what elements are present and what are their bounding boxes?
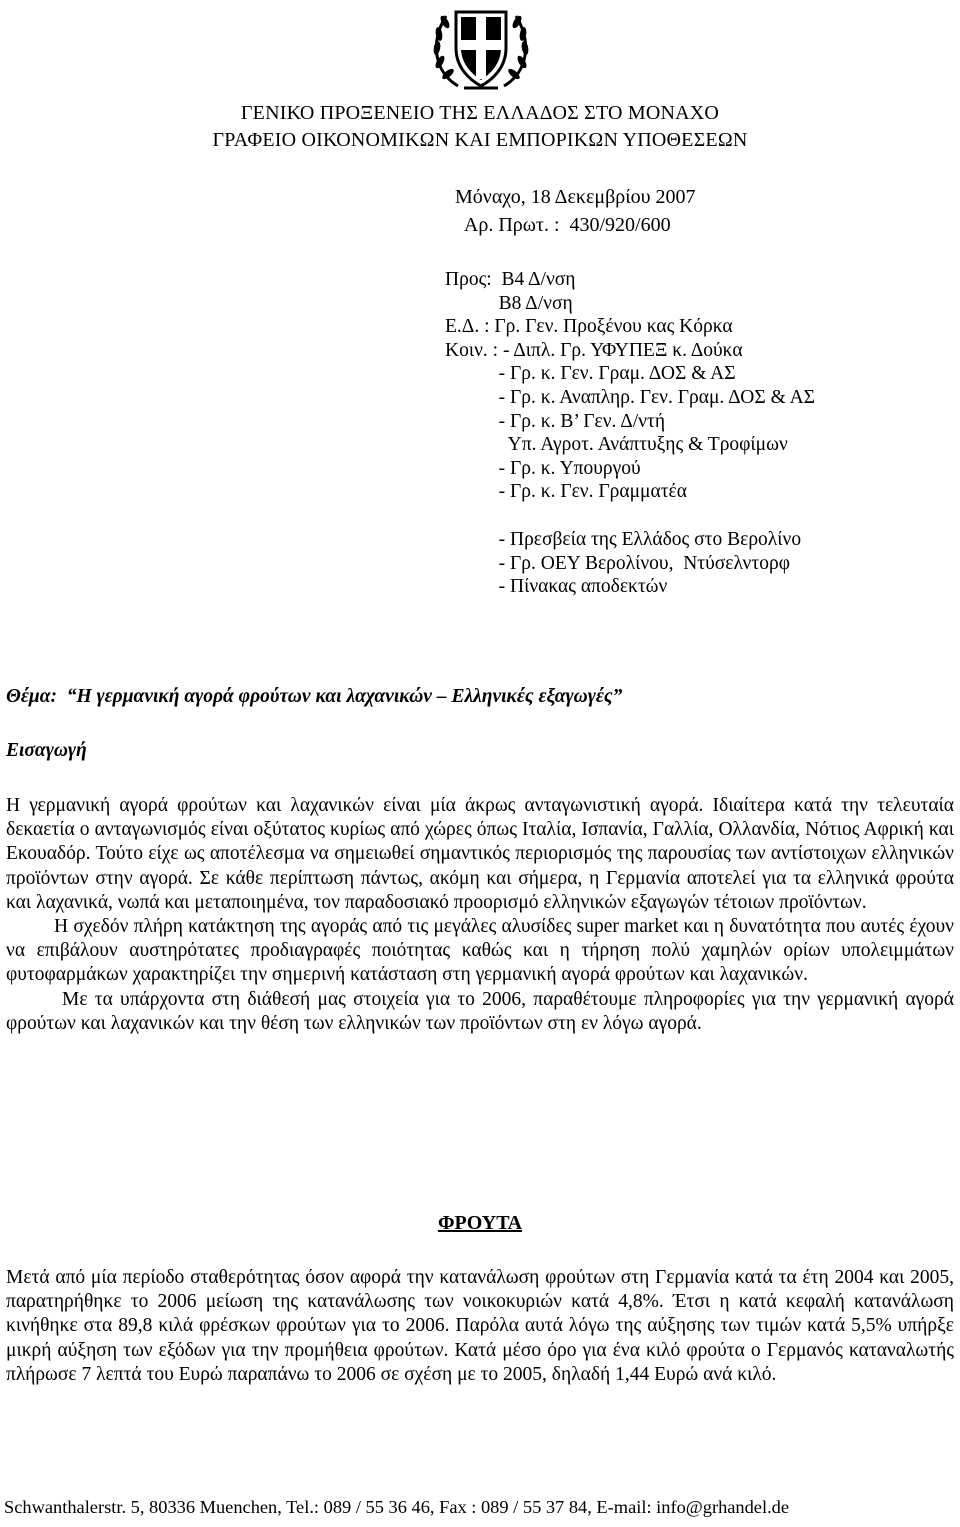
protocol-line: Αρ. Πρωτ. : 430/920/600 — [455, 214, 671, 236]
recipient-line: - Γρ. ΟΕΥ Βερολίνου, Ντύσελντορφ — [445, 552, 790, 574]
body-paragraph: Με τα υπάρχοντα στη διάθεσή μας στοιχεία για το 2006, παραθέτουμε πληροφορίες για την γερμανική αγορά φρούτων και λαχανικών και την θέση των ελληνικών των προϊόντων στη εν λόγω αγορά. — [6, 988, 954, 1034]
footer-address: Schwanthalerstr. 5, 80336 Muenchen, Tel.: 089 / 55 36 46, Fax : 089 / 55 37 84, E-mail: info@grhandel.de — [4, 1497, 790, 1517]
header-line-1: ΓΕΝΙΚΟ ΠΡΟΞΕΝΕΙΟ ΤΗΣ ΕΛΛΑΔΟΣ ΣΤΟ ΜΟΝΑΧΟ — [240, 102, 720, 124]
recipient-line: - Γρ. κ. Υπουργού — [445, 457, 641, 479]
recipients-block — [445, 268, 960, 599]
recipient-line: Β8 Δ/νση — [445, 292, 573, 314]
date-line: Μόναχο, 18 Δεκεμβρίου 2007 — [455, 186, 696, 208]
recipient-line: Ε.Δ. : Γρ. Γεν. Προξένου κας Κόρκα — [445, 316, 733, 338]
recipient-line: - Πρεσβεία της Ελλάδος στο Βερολίνο — [445, 528, 802, 550]
header-line-2: ΓΡΑΦΕΙΟ ΟΙΚΟΝΟΜΙΚΩΝ ΚΑΙ ΕΜΠΟΡΙΚΩΝ ΥΠΟΘΕΣΕΩΝ — [212, 129, 748, 151]
body-paragraph: Μετά από μία περίοδο σταθερότητας όσον αφορά την κατανάλωση φρούτων στη Γερμανία κατά τα έτη 2004 και 2005, παρατηρήθηκε το 2006 μείωση της κατανάλωσης των νοικοκυριών κατά 4,8%. Έτσι η κατά κεφαλή κατανάλωση κινήθηκε στα 89,8 κιλά φρέσκων φρούτων για το 2006. Παρόλα αυτά λόγω της αύξησης των τιμών κατά 5,5% υπήρξε μικρή αύξηση των εξόδων για την προμήθεια φρούτων. Κατά μέσο όρο για ένα κιλό φρούτα ο Γερμανός καταναλωτής πλήρωσε 7 λεπτά του Ευρώ παραπάνω το 2006 σε σχέση με το 2005, δηλαδή 1,44 Ευρώ ανά κιλό. — [6, 1267, 954, 1385]
recipient-line: Υπ. Αγροτ. Ανάπτυξης & Τροφίμων — [445, 434, 788, 456]
recipient-line: Κοιν. : - Διπλ. Γρ. ΥΦΥΠΕΞ κ. Δούκα — [445, 339, 743, 361]
section-heading-fruits: ΦΡΟΥΤΑ — [437, 1212, 523, 1234]
recipient-line: - Γρ. κ. Γεν. Γραμματέα — [445, 481, 687, 503]
recipient-line: - Γρ. κ. Γεν. Γραμ. ΔΟΣ & ΑΣ — [445, 363, 736, 385]
intro-heading: Εισαγωγή — [6, 740, 87, 761]
greek-coat-of-arms-emblem — [428, 2, 534, 94]
body-paragraph: Η σχεδόν πλήρη κατάκτηση της αγοράς από τις μεγάλες αλυσίδες super market και η δυνατότητα που αυτές έχουν να επιβάλουν αυστηρότατες προδιαγραφές ποιότητας καθώς και η τήρηση πολύ χαμηλών ορίων υπολειμμάτων φυτοφαρμάκων χαρακτηρίζει την σημερινή κατάσταση στη γερμανική αγορά φρούτων και λαχανικών. — [6, 916, 954, 986]
body-paragraph: Η γερμανική αγορά φρούτων και λαχανικών είναι μία άκρως ανταγωνιστική αγορά. Ιδιαίτερα κατά την τελευταία δεκαετία ο ανταγωνισμός είναι οξύτατος κυρίως από χώρες όπως Ιταλία, Ισπανία, Γαλλία, Ολλανδία, Νότιος Αφρική και Εκουαδόρ. Τούτο είχε ως αποτέλεσμα να σημειωθεί σημαντικός περιορισμός της παρουσίας των αντίστοιχων ελληνικών προϊόντων στην αγορά. Σε κάθε περίπτωση πάντως, ακόμη και σήμερα, η Γερμανία αποτελεί για τα ελληνικά φρούτα και λαχανικά, νωπά και μεταποιημένα, τον παραδοσιακό προορισμό ελληνικών εξαγωγών τέτοιων προϊόντων. — [6, 795, 954, 913]
recipient-line: - Γρ. κ. Β’ Γεν. Δ/ντή — [445, 410, 666, 432]
subject-line: Θέμα: “Η γερμανική αγορά φρούτων και λαχανικών – Ελληνικές εξαγωγές” — [6, 686, 623, 707]
intro-section — [6, 794, 954, 1036]
recipient-line: Προς: Β4 Δ/νση — [445, 269, 576, 290]
recipient-line: - Πίνακας αποδεκτών — [445, 576, 668, 598]
recipient-line: - Γρ. κ. Αναπληρ. Γεν. Γραμ. ΔΟΣ & ΑΣ — [445, 386, 815, 408]
fruits-section — [6, 1266, 954, 1387]
